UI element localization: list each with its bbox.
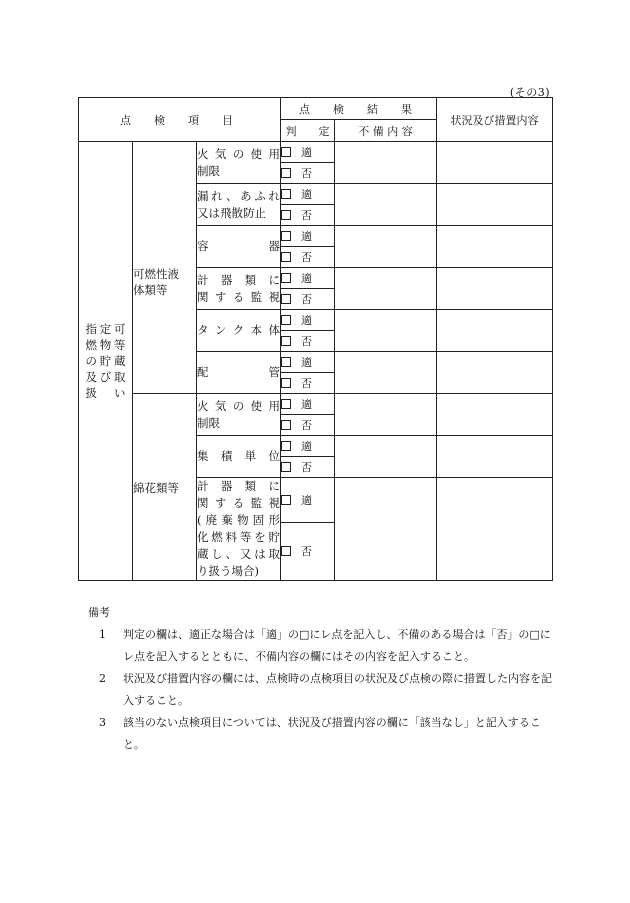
judge-ng-checkbox[interactable] (281, 546, 291, 556)
judge-ok-label: 適 (301, 398, 312, 411)
inspection-item-line: 火 気 の 使 用 (197, 398, 280, 413)
deficiency-cell[interactable] (335, 436, 437, 478)
note-number: 2 (99, 672, 106, 685)
deficiency-cell[interactable] (335, 142, 437, 184)
judge-ok-checkbox[interactable] (281, 441, 291, 451)
judge-ok-label: 適 (301, 314, 312, 327)
judge-ng-cell (281, 522, 335, 580)
judge-ok-cell (281, 310, 335, 331)
judge-ok-cell (281, 352, 335, 373)
status-cell[interactable] (437, 436, 553, 478)
category-main-line: の貯蔵 (85, 354, 126, 368)
judge-ok-checkbox[interactable] (281, 189, 291, 199)
judge-ng-label: 否 (301, 209, 312, 222)
judge-ng-cell (281, 163, 335, 184)
status-cell[interactable] (437, 310, 553, 352)
judge-ng-label: 否 (301, 377, 312, 390)
judge-ok-checkbox[interactable] (281, 399, 291, 409)
judge-ng-checkbox[interactable] (281, 462, 291, 472)
category-main-line: 扱い (85, 386, 126, 400)
inspection-item-line: 漏れ、あふれ (197, 188, 280, 203)
deficiency-cell[interactable] (335, 310, 437, 352)
judge-ng-label: 否 (301, 461, 312, 474)
inspection-item-line: 又は飛散防止 (197, 205, 266, 220)
inspection-item-line: 化燃料等を貯 (197, 530, 280, 544)
judge-ng-label: 否 (301, 335, 312, 348)
judge-ng-cell (281, 331, 335, 352)
status-cell[interactable] (437, 352, 553, 394)
category-main-cell (79, 142, 133, 581)
inspection-item-cell (197, 478, 281, 581)
inspection-item-cell (197, 142, 281, 184)
judge-ok-cell (281, 268, 335, 289)
judge-ok-cell (281, 478, 335, 523)
category-sub-cell (133, 142, 197, 394)
deficiency-cell[interactable] (335, 352, 437, 394)
judge-ok-cell (281, 394, 335, 415)
status-cell[interactable] (437, 394, 553, 436)
inspection-item-line: 関 す る 監 視 (197, 496, 280, 510)
judge-ng-cell (281, 415, 335, 436)
inspection-item-line: 火 気 の 使 用 (197, 146, 280, 161)
status-cell[interactable] (437, 268, 553, 310)
header-deficiency: 不 備 内 容 (335, 120, 437, 142)
table-row (79, 394, 553, 415)
note-text: 状況及び措置内容の欄には、点検時の点検項目の状況及び点検の際に措置した内容を記入すること。 (123, 672, 552, 707)
category-sub-line: 可燃性液 (133, 267, 179, 281)
inspection-item-line: り扱う場合) (197, 564, 259, 578)
note-text: 判定の欄は、適正な場合は「適」の□にレ点を記入し、不備のある場合は「否」の□にレ点を記入するとともに、不備内容の欄にはその内容を記入すること。 (123, 628, 551, 663)
judge-ok-checkbox[interactable] (281, 495, 291, 505)
inspection-item-cell (197, 184, 281, 226)
judge-ok-label: 適 (301, 356, 312, 369)
judge-ng-checkbox[interactable] (281, 420, 291, 430)
judge-ng-label: 否 (301, 167, 312, 180)
notes-title: 備考 (88, 606, 110, 619)
inspection-item-line: 計 器 類 に (197, 479, 280, 493)
deficiency-cell[interactable] (335, 394, 437, 436)
inspection-item-cell (197, 226, 281, 268)
judge-ng-checkbox[interactable] (281, 168, 291, 178)
judge-ok-label: 適 (301, 440, 312, 453)
header-status: 状況及び措置内容 (437, 98, 553, 142)
judge-ng-checkbox[interactable] (281, 210, 291, 220)
judge-ng-checkbox[interactable] (281, 378, 291, 388)
judge-ok-label: 適 (301, 146, 312, 159)
inspection-item-line: 制限 (197, 415, 220, 430)
inspection-item-line: 関 す る 監 視 (197, 289, 280, 304)
inspection-item-line: 容 器 (197, 239, 280, 253)
judge-ng-checkbox[interactable] (281, 294, 291, 304)
judge-ok-checkbox[interactable] (281, 147, 291, 157)
deficiency-cell[interactable] (335, 478, 437, 581)
inspection-item-line: 蔵し、又は取 (197, 547, 280, 561)
inspection-item-line: 配 管 (197, 365, 280, 379)
status-cell[interactable] (437, 478, 553, 581)
category-sub-line: 体類等 (133, 283, 168, 297)
category-sub-line: 綿花類等 (133, 481, 179, 495)
header-judgement: 判 定 (281, 120, 335, 142)
header-inspection-item: 点 検 項 目 (79, 98, 281, 142)
notes (88, 602, 558, 756)
inspection-item-cell (197, 268, 281, 310)
inspection-item-cell (197, 310, 281, 352)
judge-ok-checkbox[interactable] (281, 357, 291, 367)
inspection-item-line: (廃棄物固形 (197, 513, 280, 527)
judge-ok-label: 適 (301, 493, 312, 507)
category-main-line: 及び取 (85, 370, 126, 384)
inspection-item-line: 集 積 単 位 (197, 449, 280, 463)
category-main-line: 燃物等 (85, 338, 126, 352)
judge-ok-cell (281, 184, 335, 205)
note-number: 1 (99, 628, 106, 641)
note-item (99, 712, 558, 756)
judge-ok-checkbox[interactable] (281, 273, 291, 283)
inspection-item-line: タ ン ク 本 体 (197, 323, 280, 337)
judge-ng-cell (281, 457, 335, 478)
note-number: 3 (99, 716, 106, 729)
status-cell[interactable] (437, 184, 553, 226)
judge-ng-checkbox[interactable] (281, 252, 291, 262)
status-cell[interactable] (437, 142, 553, 184)
page-label: (その3) (509, 86, 550, 99)
deficiency-cell[interactable] (335, 184, 437, 226)
inspection-table (78, 97, 553, 581)
judge-ng-label: 否 (301, 419, 312, 432)
judge-ok-checkbox[interactable] (281, 315, 291, 325)
judge-ng-cell (281, 247, 335, 268)
inspection-item-cell (197, 394, 281, 436)
judge-ng-label: 否 (301, 251, 312, 264)
judge-ok-cell (281, 436, 335, 457)
judge-ok-label: 適 (301, 230, 312, 243)
inspection-item-cell (197, 436, 281, 478)
status-cell[interactable] (437, 226, 553, 268)
note-text: 該当のない点検項目については、状況及び措置内容の欄に「該当なし」と記入すること。 (123, 716, 541, 751)
note-item (99, 668, 558, 712)
judge-ok-checkbox[interactable] (281, 231, 291, 241)
deficiency-cell[interactable] (335, 226, 437, 268)
judge-ng-label: 否 (301, 293, 312, 306)
header-result: 点 検 結 果 (281, 98, 437, 120)
judge-ok-cell (281, 142, 335, 163)
judge-ok-cell (281, 226, 335, 247)
inspection-item-line: 計 器 類 に (197, 272, 280, 287)
judge-ok-label: 適 (301, 272, 312, 285)
note-item (99, 624, 558, 668)
judge-ok-label: 適 (301, 188, 312, 201)
judge-ng-cell (281, 373, 335, 394)
table-row (79, 142, 553, 163)
judge-ng-checkbox[interactable] (281, 336, 291, 346)
judge-ng-label: 否 (301, 545, 312, 559)
judge-ng-cell (281, 205, 335, 226)
deficiency-cell[interactable] (335, 268, 437, 310)
category-sub-cell (133, 394, 197, 581)
inspection-item-cell (197, 352, 281, 394)
category-main-line: 指定可 (85, 322, 126, 336)
inspection-item-line: 制限 (197, 163, 220, 178)
judge-ng-cell (281, 289, 335, 310)
